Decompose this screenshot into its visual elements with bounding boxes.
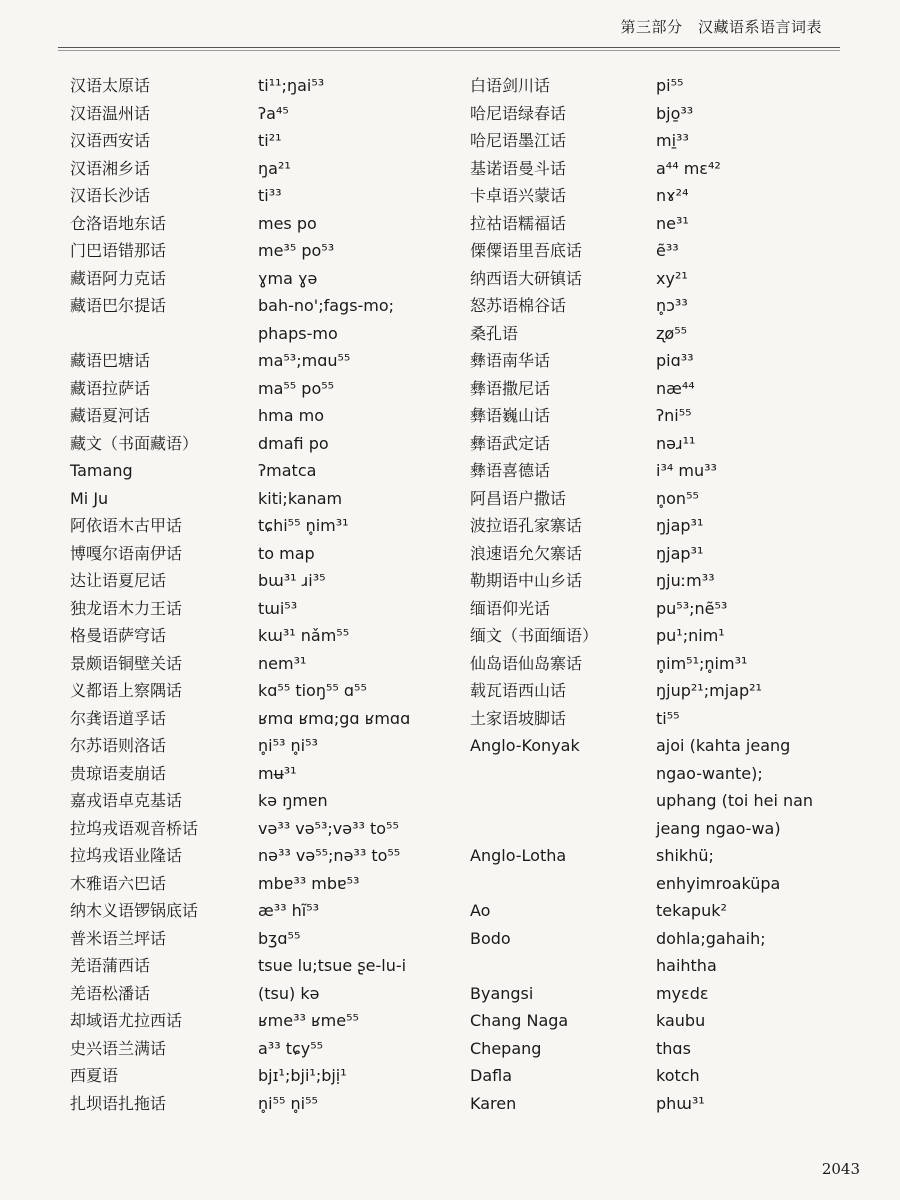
word-form: [656, 1007, 850, 1035]
entry-row: [70, 457, 450, 485]
language-name: 纳西语大研镇话: [470, 268, 583, 288]
word-form-line: tsue lu;tsue ʂe-lu-i: [258, 956, 407, 975]
word-form-line: dmafi po: [258, 433, 329, 453]
word-form-line: kɑ⁵⁵ tioŋ⁵⁵ ɑ⁵⁵: [258, 681, 367, 700]
entry-row: [70, 925, 450, 953]
entry-row: [70, 897, 450, 925]
entry-row: [470, 320, 850, 348]
word-form-line: uphang (toi hei nan: [656, 791, 814, 810]
word-form-line: jeang ngao-wa): [656, 818, 781, 838]
entry-row: [70, 512, 450, 540]
word-form-line: bjo̱³³: [656, 103, 694, 123]
word-form-line: ʔmatca: [258, 461, 317, 480]
entry-row: [470, 402, 850, 430]
word-form-line: ʔni⁵⁵: [656, 406, 692, 425]
entry-row: [470, 72, 850, 100]
word-form: [258, 347, 450, 375]
word-form-line: ɣma ɣə: [258, 268, 318, 288]
entry-row: [70, 980, 450, 1008]
entry-row: [470, 1090, 850, 1118]
entry-row: [70, 155, 450, 183]
word-form-line: bjɪ¹;bji¹;bjị¹: [258, 1066, 347, 1085]
word-form-line: bʒɑ⁵⁵: [258, 928, 301, 948]
entry-row: [70, 1062, 450, 1090]
word-form: [258, 237, 450, 265]
language-name: 卡卓语兴蒙话: [470, 186, 567, 205]
language-name: 怒苏语棉谷话: [470, 296, 567, 315]
word-form-line: kotch: [656, 1066, 700, 1085]
language-name: 拉坞戎语业隆话: [70, 846, 183, 865]
entry-row: [470, 237, 850, 265]
entry-row: [70, 677, 450, 705]
header-rule: [58, 47, 840, 48]
entry-row: [470, 540, 850, 568]
language-name: 阿依语木古甲话: [70, 516, 183, 535]
word-form-line: ŋjup²¹;mjap²¹: [656, 681, 762, 700]
language-name: 仙岛语仙岛寨话: [470, 653, 583, 673]
word-form: [656, 72, 850, 100]
word-form: [656, 540, 850, 568]
entry-row: [470, 375, 850, 403]
word-form-line: i³⁴ mu³³: [656, 461, 717, 480]
word-form: [656, 237, 850, 265]
word-form: [258, 457, 450, 485]
entry-row: [70, 72, 450, 100]
entry-row: [70, 870, 450, 898]
word-form: [258, 705, 450, 733]
word-form-line: shikhü;: [656, 846, 714, 865]
language-name: 纳木义语锣锅底话: [70, 901, 199, 920]
word-form: [258, 485, 450, 513]
word-form-line: a³³ tɕy⁵⁵: [258, 1038, 324, 1058]
entry-row: [470, 842, 850, 897]
word-form: [656, 842, 850, 897]
language-name: 哈尼语墨江话: [470, 131, 567, 150]
word-form: [656, 705, 850, 733]
language-name: 浪速语允欠寨话: [470, 543, 583, 563]
language-name: 汉语太原话: [70, 76, 151, 95]
word-form-line: enhyimroaküpa: [656, 873, 781, 893]
word-form: [656, 430, 850, 458]
language-name: 西夏语: [70, 1066, 119, 1085]
word-form: [656, 567, 850, 595]
language-name: 载瓦语西山话: [470, 681, 567, 700]
word-form-line: me³⁵ po⁵³: [258, 241, 335, 260]
word-form-line: ti¹¹;ŋai⁵³: [258, 76, 325, 95]
word-form: [258, 1007, 450, 1035]
language-name: 桑孔语: [470, 323, 519, 343]
entry-row: [470, 650, 850, 678]
entry-row: [70, 375, 450, 403]
word-form-line: ẽ³³: [656, 241, 679, 260]
language-name: 白语剑川话: [470, 76, 551, 95]
word-form: [656, 897, 850, 925]
entry-row: [70, 1035, 450, 1063]
language-name: 羌语松潘话: [70, 983, 151, 1003]
word-form-line: mbɐ³³ mbɐ⁵³: [258, 873, 360, 893]
word-form-line: ti⁵⁵: [656, 708, 680, 728]
language-name: 彝语南华话: [470, 351, 551, 370]
entry-row: [470, 265, 850, 293]
word-form: [656, 1062, 850, 1090]
language-name: Karen: [470, 1093, 517, 1113]
language-name: 彝语撒尼话: [470, 378, 551, 398]
language-name: 藏语夏河话: [70, 406, 151, 425]
entry-row: [470, 210, 850, 238]
word-form-line: n̥i⁵⁵ n̥i⁵⁵: [258, 1093, 318, 1113]
word-form-line: ti³³: [258, 186, 282, 205]
entry-row: [70, 100, 450, 128]
word-form-line: ne³¹: [656, 213, 689, 233]
word-form: [656, 677, 850, 705]
language-name: Dafla: [470, 1066, 513, 1085]
entry-row: [70, 430, 450, 458]
entry-row: [470, 980, 850, 1008]
word-form-line: dohla;gahaih;: [656, 928, 766, 948]
entry-row: [70, 567, 450, 595]
language-name: Ao: [470, 901, 491, 920]
entry-row: [70, 540, 450, 568]
word-form: [258, 567, 450, 595]
entry-row: [470, 430, 850, 458]
language-name: 汉语西安话: [70, 131, 151, 150]
language-name: 傈僳语里吾底话: [470, 241, 583, 260]
language-name: 阿昌语户撒话: [470, 488, 567, 508]
language-name: 贵琼语麦崩话: [70, 763, 167, 783]
word-form-line: haihtha: [656, 956, 717, 975]
word-form: [656, 402, 850, 430]
word-form-line: myɛdɛ: [656, 983, 709, 1003]
word-form-line: ʁmɑ ʁmɑ;gɑ ʁmɑɑ: [258, 708, 411, 728]
word-form-line: nəɹ¹¹: [656, 433, 696, 453]
word-form-line: piɑ³³: [656, 351, 694, 370]
word-form: [258, 100, 450, 128]
word-form: [258, 72, 450, 100]
language-name: 达让语夏尼话: [70, 571, 167, 590]
word-form-line: hma mo: [258, 406, 324, 425]
entry-row: [470, 897, 850, 925]
word-form: [258, 622, 450, 650]
language-name: 藏语巴尔提话: [70, 296, 167, 315]
word-form: [656, 265, 850, 293]
word-form-line: pu¹;nim¹: [656, 626, 725, 645]
word-form: [656, 512, 850, 540]
word-form: [258, 677, 450, 705]
entry-row: [470, 292, 850, 320]
word-form: [258, 650, 450, 678]
left-column: [70, 72, 450, 1117]
entry-row: [70, 787, 450, 815]
language-name: 普米语兰坪话: [70, 928, 167, 948]
language-name: Bodo: [470, 928, 511, 948]
entry-row: [70, 595, 450, 623]
word-form-line: nə³³ və⁵⁵;nə³³ to⁵⁵: [258, 846, 401, 865]
language-name: 汉语湘乡话: [70, 158, 151, 178]
word-form: [656, 595, 850, 623]
word-form-line: (tsu) kə: [258, 983, 320, 1003]
entry-row: [470, 182, 850, 210]
word-form-line: mʉ³¹: [258, 763, 297, 783]
word-form: [258, 210, 450, 238]
word-form: [656, 155, 850, 183]
language-name: 独龙语木力王话: [70, 598, 183, 618]
entry-row: [70, 182, 450, 210]
word-form: [656, 210, 850, 238]
language-name: 仓洛语地东话: [70, 213, 167, 233]
word-form: [656, 320, 850, 348]
entry-row: [470, 485, 850, 513]
word-form-line: ŋjuːm³³: [656, 571, 715, 590]
entry-row: [470, 512, 850, 540]
word-form-line: nem³¹: [258, 653, 307, 673]
word-form-line: ma⁵³;mɑu⁵⁵: [258, 351, 351, 370]
word-form: [656, 1035, 850, 1063]
word-form-line: xy²¹: [656, 268, 688, 288]
word-form: [656, 925, 850, 980]
entry-row: [70, 347, 450, 375]
entry-row: [70, 127, 450, 155]
word-form: [656, 650, 850, 678]
language-name: Tamang: [70, 461, 133, 480]
entry-row: [470, 1035, 850, 1063]
word-form-line: ŋjap³¹: [656, 543, 704, 563]
language-name: Mi Ju: [70, 488, 109, 508]
word-form-line: ngao-wante);: [656, 763, 763, 783]
language-name: 彝语武定话: [470, 433, 551, 453]
word-form-line: kə ŋmɐn: [258, 791, 328, 810]
word-form-line: ma⁵⁵ po⁵⁵: [258, 378, 335, 398]
page-number: 2043: [821, 1160, 860, 1178]
language-name: 藏语阿力克话: [70, 268, 167, 288]
word-form: [258, 402, 450, 430]
language-name: Byangsi: [470, 983, 534, 1003]
entry-row: [470, 100, 850, 128]
language-name: 尔苏语则洛话: [70, 736, 167, 755]
word-form-line: bah-no';fags-mo;: [258, 296, 395, 315]
language-name: 彝语喜德话: [470, 461, 551, 480]
word-form: [656, 732, 850, 842]
word-form: [258, 127, 450, 155]
word-form-line: a⁴⁴ mɛ⁴²: [656, 158, 721, 178]
word-form: [258, 430, 450, 458]
word-form: [258, 815, 450, 843]
entry-row: [70, 732, 450, 760]
entry-row: [470, 457, 850, 485]
word-form-line: ʔa⁴⁵: [258, 103, 289, 123]
language-name: 史兴语兰满话: [70, 1038, 167, 1058]
word-form-line: to map: [258, 543, 315, 563]
language-name: 土家语坡脚话: [470, 708, 567, 728]
word-form: [258, 512, 450, 540]
word-form: [258, 732, 450, 760]
language-name: 尔龚语道孚话: [70, 708, 167, 728]
word-form: [258, 842, 450, 870]
word-form: [258, 375, 450, 403]
word-form-line: n̥i⁵³ n̥i⁵³: [258, 736, 318, 755]
word-form: [258, 980, 450, 1008]
word-form-line: ŋjap³¹: [656, 516, 704, 535]
language-name: 格曼语萨穹话: [70, 626, 167, 645]
word-form: [258, 540, 450, 568]
entry-row: [70, 292, 450, 347]
entry-row: [470, 347, 850, 375]
language-name: 波拉语孔家寨话: [470, 516, 583, 535]
word-form-line: æ³³ hĩ⁵³: [258, 901, 320, 920]
word-form-line: ʁme³³ ʁme⁵⁵: [258, 1011, 359, 1030]
language-name: 藏语拉萨话: [70, 378, 151, 398]
language-name: 彝语巍山话: [470, 406, 551, 425]
entry-row: [70, 210, 450, 238]
entry-row: [70, 705, 450, 733]
running-header: 第三部分 汉藏语系语言词表: [620, 18, 822, 36]
word-form: [258, 1090, 450, 1118]
word-form: [258, 595, 450, 623]
word-form-line: kiti;kanam: [258, 488, 343, 508]
word-form-line: ŋa²¹: [258, 158, 291, 178]
word-form-line: ʐø⁵⁵: [656, 323, 688, 343]
word-form-line: n̥ɔ³³: [656, 296, 688, 315]
entry-row: [470, 622, 850, 650]
language-name: 嘉戎语卓克基话: [70, 791, 183, 810]
word-form-line: tɯi⁵³: [258, 598, 298, 618]
language-name: 缅文（书面缅语）: [470, 626, 599, 645]
word-form: [656, 375, 850, 403]
language-name: 汉语温州话: [70, 103, 151, 123]
word-form: [258, 925, 450, 953]
word-form-line: nɤ²⁴: [656, 186, 689, 205]
word-form-line: ajoi (kahta jeang: [656, 736, 791, 755]
word-form-line: kɯ³¹ nǎm⁵⁵: [258, 626, 350, 645]
entry-row: [70, 265, 450, 293]
word-form: [258, 155, 450, 183]
language-name: 拉坞戎语观音桥话: [70, 818, 199, 838]
word-form: [258, 182, 450, 210]
entry-row: [470, 127, 850, 155]
word-form: [656, 622, 850, 650]
entry-row: [470, 1062, 850, 1090]
language-name: 基诺语曼斗话: [470, 158, 567, 178]
word-form: [258, 760, 450, 788]
language-name: Anglo-Konyak: [470, 736, 580, 755]
header-rule-thin: [58, 50, 840, 51]
word-form: [258, 870, 450, 898]
entry-row: [470, 155, 850, 183]
entry-row: [470, 567, 850, 595]
word-form: [258, 292, 450, 347]
word-form: [656, 980, 850, 1008]
language-name: 扎坝语扎拖话: [70, 1093, 167, 1113]
word-form: [258, 1062, 450, 1090]
right-column: [470, 72, 850, 1117]
entry-row: [470, 595, 850, 623]
entry-row: [470, 732, 850, 842]
language-name: Chang Naga: [470, 1011, 569, 1030]
entry-row: [70, 1007, 450, 1035]
entry-row: [70, 952, 450, 980]
word-form: [258, 1035, 450, 1063]
language-name: 缅语仰光话: [470, 598, 551, 618]
word-form: [258, 952, 450, 980]
entry-row: [470, 925, 850, 980]
word-form-line: bɯ³¹ ɹi³⁵: [258, 571, 326, 590]
language-name: 藏语巴塘话: [70, 351, 151, 370]
entry-row: [70, 622, 450, 650]
entry-row: [70, 650, 450, 678]
language-name: 拉祜语糯福话: [470, 213, 567, 233]
language-name: 义都语上察隅话: [70, 681, 183, 700]
language-name: 却域语尤拉西话: [70, 1011, 183, 1030]
language-name: 木雅语六巴话: [70, 873, 167, 893]
word-form-line: pi⁵⁵: [656, 76, 684, 95]
word-form: [258, 897, 450, 925]
entry-row: [470, 677, 850, 705]
word-form: [258, 265, 450, 293]
language-name: 景颇语铜壁关话: [70, 653, 183, 673]
entry-row: [70, 485, 450, 513]
word-form: [656, 292, 850, 320]
entry-row: [70, 760, 450, 788]
word-form: [656, 457, 850, 485]
word-form: [258, 787, 450, 815]
word-form-line: pu⁵³;nẽ⁵³: [656, 598, 728, 618]
word-form-line: thɑs: [656, 1038, 691, 1058]
word-form: [656, 182, 850, 210]
language-name: 哈尼语绿春话: [470, 103, 567, 123]
language-name: 汉语长沙话: [70, 186, 151, 205]
word-form-line: mes po: [258, 213, 317, 233]
word-form: [656, 485, 850, 513]
word-form-line: mi̱³³: [656, 131, 689, 150]
language-name: 勒期语中山乡话: [470, 571, 583, 590]
word-form: [656, 100, 850, 128]
entry-row: [70, 402, 450, 430]
word-form-line: tɕhi⁵⁵ n̥im³¹: [258, 516, 349, 535]
word-form-line: næ⁴⁴: [656, 378, 695, 398]
word-form: [656, 127, 850, 155]
entry-row: [470, 705, 850, 733]
word-form-line: tekapuk²: [656, 901, 727, 920]
word-form: [656, 1090, 850, 1118]
language-name: 博嘎尔语南伊话: [70, 543, 183, 563]
language-name: 藏文（书面藏语）: [70, 433, 199, 453]
word-form-line: n̥on⁵⁵: [656, 488, 699, 508]
word-form-line: və³³ və⁵³;və³³ to⁵⁵: [258, 818, 399, 838]
entry-row: [70, 842, 450, 870]
language-name: Chepang: [470, 1038, 542, 1058]
word-form-line: phaps-mo: [258, 323, 338, 343]
language-name: 门巴语错那话: [70, 241, 167, 260]
word-form-line: ti²¹: [258, 131, 282, 150]
entry-row: [470, 1007, 850, 1035]
word-form-line: kaubu: [656, 1011, 706, 1030]
entry-row: [70, 237, 450, 265]
language-name: 羌语蒲西话: [70, 956, 151, 975]
word-form-line: phɯ³¹: [656, 1093, 705, 1113]
entry-row: [70, 1090, 450, 1118]
word-form: [656, 347, 850, 375]
entry-row: [70, 815, 450, 843]
word-form-line: n̥im⁵¹;n̥im³¹: [656, 653, 748, 673]
language-name: Anglo-Lotha: [470, 846, 567, 865]
